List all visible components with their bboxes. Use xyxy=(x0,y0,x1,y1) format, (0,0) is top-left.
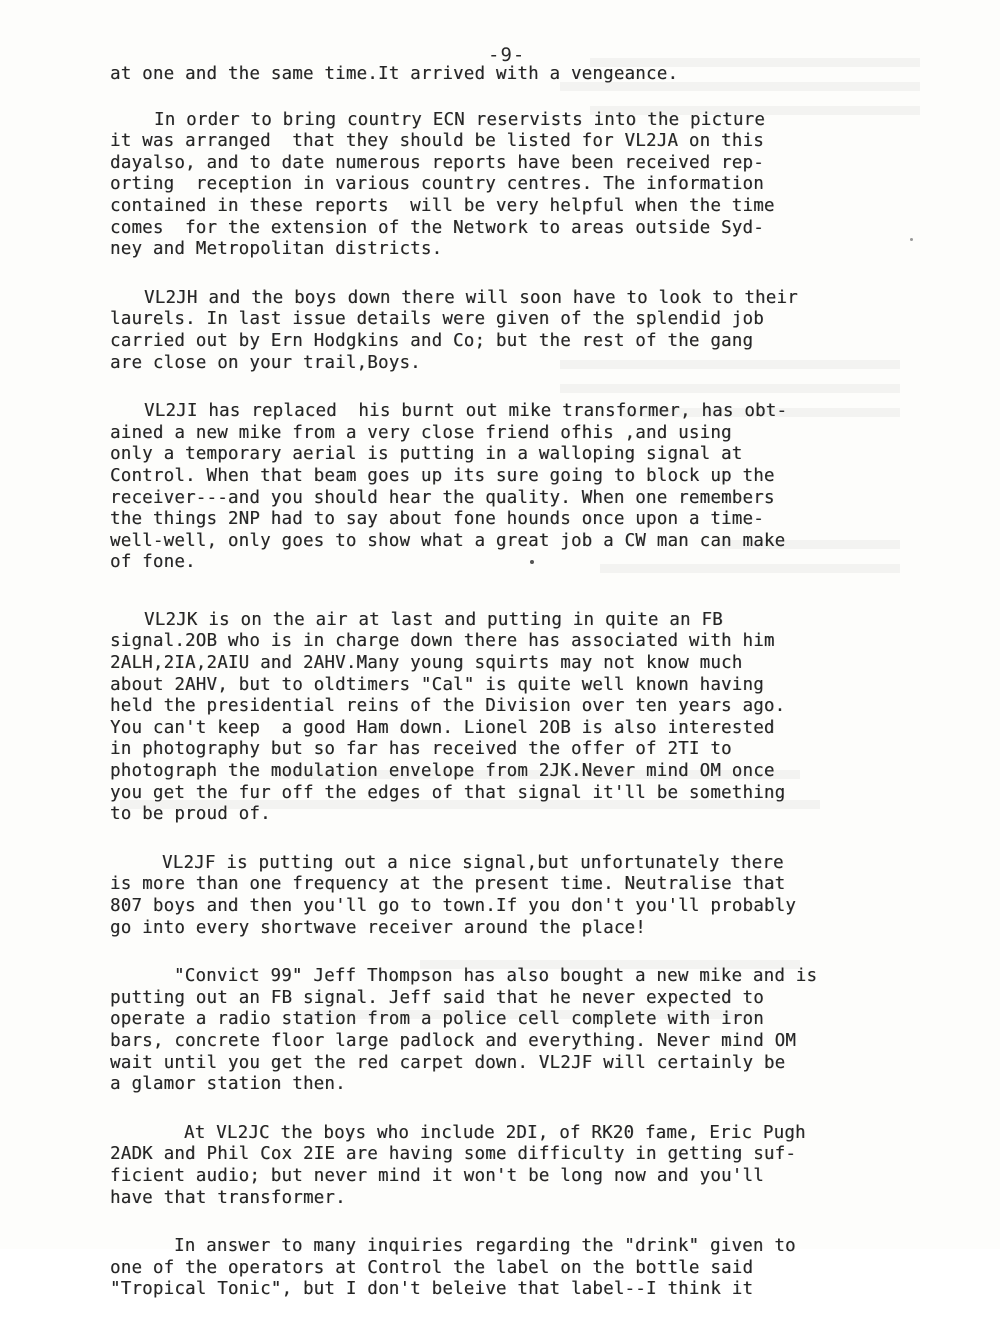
text-line: comes for the extension of the Network to areas outside Syd- xyxy=(110,217,764,238)
text-line: 2ADK and Phil Cox 2IE are having some difficulty in getting suf- xyxy=(110,1144,797,1165)
text-line: In answer to many inquiries regarding the "drink" given to xyxy=(174,1236,796,1257)
paragraph-country-reservists xyxy=(110,110,930,261)
text-line: 2ALH,2IA,2AIU and 2AHV.Many young squirts may not know much xyxy=(110,653,743,674)
text-line: photograph the modulation envelope from 2JK.Never mind OM once xyxy=(110,761,775,782)
text-line: At VL2JC the boys who include 2DI, of RK20 fame, Eric Pugh xyxy=(184,1122,806,1143)
text-line: carried out by Ern Hodgkins and Co; but the rest of the gang xyxy=(110,330,754,351)
text-line: in photography but so far has received the offer of 2TI to xyxy=(110,739,732,760)
text-line: only a temporary aerial is putting in a walloping signal at xyxy=(110,444,743,465)
text-line: is more than one frequency at the present time. Neutralise that xyxy=(110,874,786,895)
text-line: VL2JH and the boys down there will soon have to look to their xyxy=(144,287,798,308)
paragraph-tropical-tonic xyxy=(110,1236,930,1301)
text-line: it was arranged that they should be listed for VL2JA on this xyxy=(110,131,764,152)
text-line: 807 boys and then you'll go to town.If you don't you'll probably xyxy=(110,896,797,916)
paragraph-vl2jc xyxy=(110,1123,930,1209)
paragraph-vl2ji xyxy=(110,401,930,574)
text-line: VL2JF is putting out a nice signal,but unfortunately there xyxy=(162,852,784,873)
text-line: wait until you get the red carpet down. VL2JF will certainly be xyxy=(110,1052,786,1073)
text-line: VL2JI has replaced his burnt out mike transformer, has obt- xyxy=(144,401,788,422)
text-line: Control. When that beam goes up its sure going to block up the xyxy=(110,465,775,486)
text-line: you get the fur off the edges of that signal it'll be something xyxy=(110,782,786,803)
page-number: -9- xyxy=(488,44,526,66)
text-line: receiver---and you should hear the quality. When one remembers xyxy=(110,487,775,508)
text-line: held the presidential reins of the Division over ten years ago. xyxy=(110,696,786,717)
paragraph-vl2jk xyxy=(110,610,930,826)
text-line: well-well, only goes to show what a great job a CW man can make xyxy=(110,530,786,551)
text-line: VL2JK is on the air at last and putting in quite an FB xyxy=(144,609,723,630)
typewritten-body xyxy=(110,64,930,1328)
paragraph-convict-99 xyxy=(110,966,930,1096)
text-line: a glamor station then. xyxy=(110,1074,346,1095)
text-line: "Tropical Tonic", but I don't beleive that label--I think it xyxy=(110,1279,754,1300)
text-line: contained in these reports will be very helpful when the time xyxy=(110,195,775,216)
text-line: "Convict 99" Jeff Thompson has also bought a new mike and is xyxy=(174,966,818,987)
text-line: You can't keep a good Ham down. Lionel 2OB is also interested xyxy=(110,717,775,738)
text-line: to be proud of. xyxy=(110,804,271,825)
text-line: ney and Metropolitan districts. xyxy=(110,239,443,260)
text-line: dayalso, and to date numerous reports have been received rep- xyxy=(110,152,764,173)
text-line: go into every shortwave receiver around the place! xyxy=(110,917,647,938)
paragraph-continuation xyxy=(110,64,930,86)
text-line: are close on your trail,Boys. xyxy=(110,352,421,373)
text-line: of fone. xyxy=(110,552,196,573)
text-line: at one and the same time.It arrived with a vengeance. xyxy=(110,64,679,84)
text-line: have that transformer. xyxy=(110,1187,346,1208)
text-line: about 2AHV, but to oldtimers "Cal" is quite well known having xyxy=(110,674,764,695)
paragraph-vl2jf xyxy=(110,853,930,939)
text-line: the things 2NP had to say about fone hounds once upon a time- xyxy=(110,509,764,530)
text-line: operate a radio station from a police cell complete with iron xyxy=(110,1009,764,1030)
text-line: In order to bring country ECN reservists into the picture xyxy=(154,109,766,130)
paragraph-vl2jh xyxy=(110,288,930,374)
text-line: orting reception in various country centres. The information xyxy=(110,174,764,195)
text-line: bars, concrete floor large padlock and everything. Never mind OM xyxy=(110,1030,797,1051)
text-line: signal.2OB who is in charge down there has associated with him xyxy=(110,631,775,652)
text-line: laurels. In last issue details were given of the splendid job xyxy=(110,309,764,330)
text-line: one of the operators at Control the label on the bottle said xyxy=(110,1257,754,1278)
text-line: ficient audio; but never mind it won't be long now and you'll xyxy=(110,1165,764,1186)
text-line: ained a new mike from a very close friend ofhis ,and using xyxy=(110,422,732,443)
text-line: putting out an FB signal. Jeff said that he never expected to xyxy=(110,987,764,1008)
